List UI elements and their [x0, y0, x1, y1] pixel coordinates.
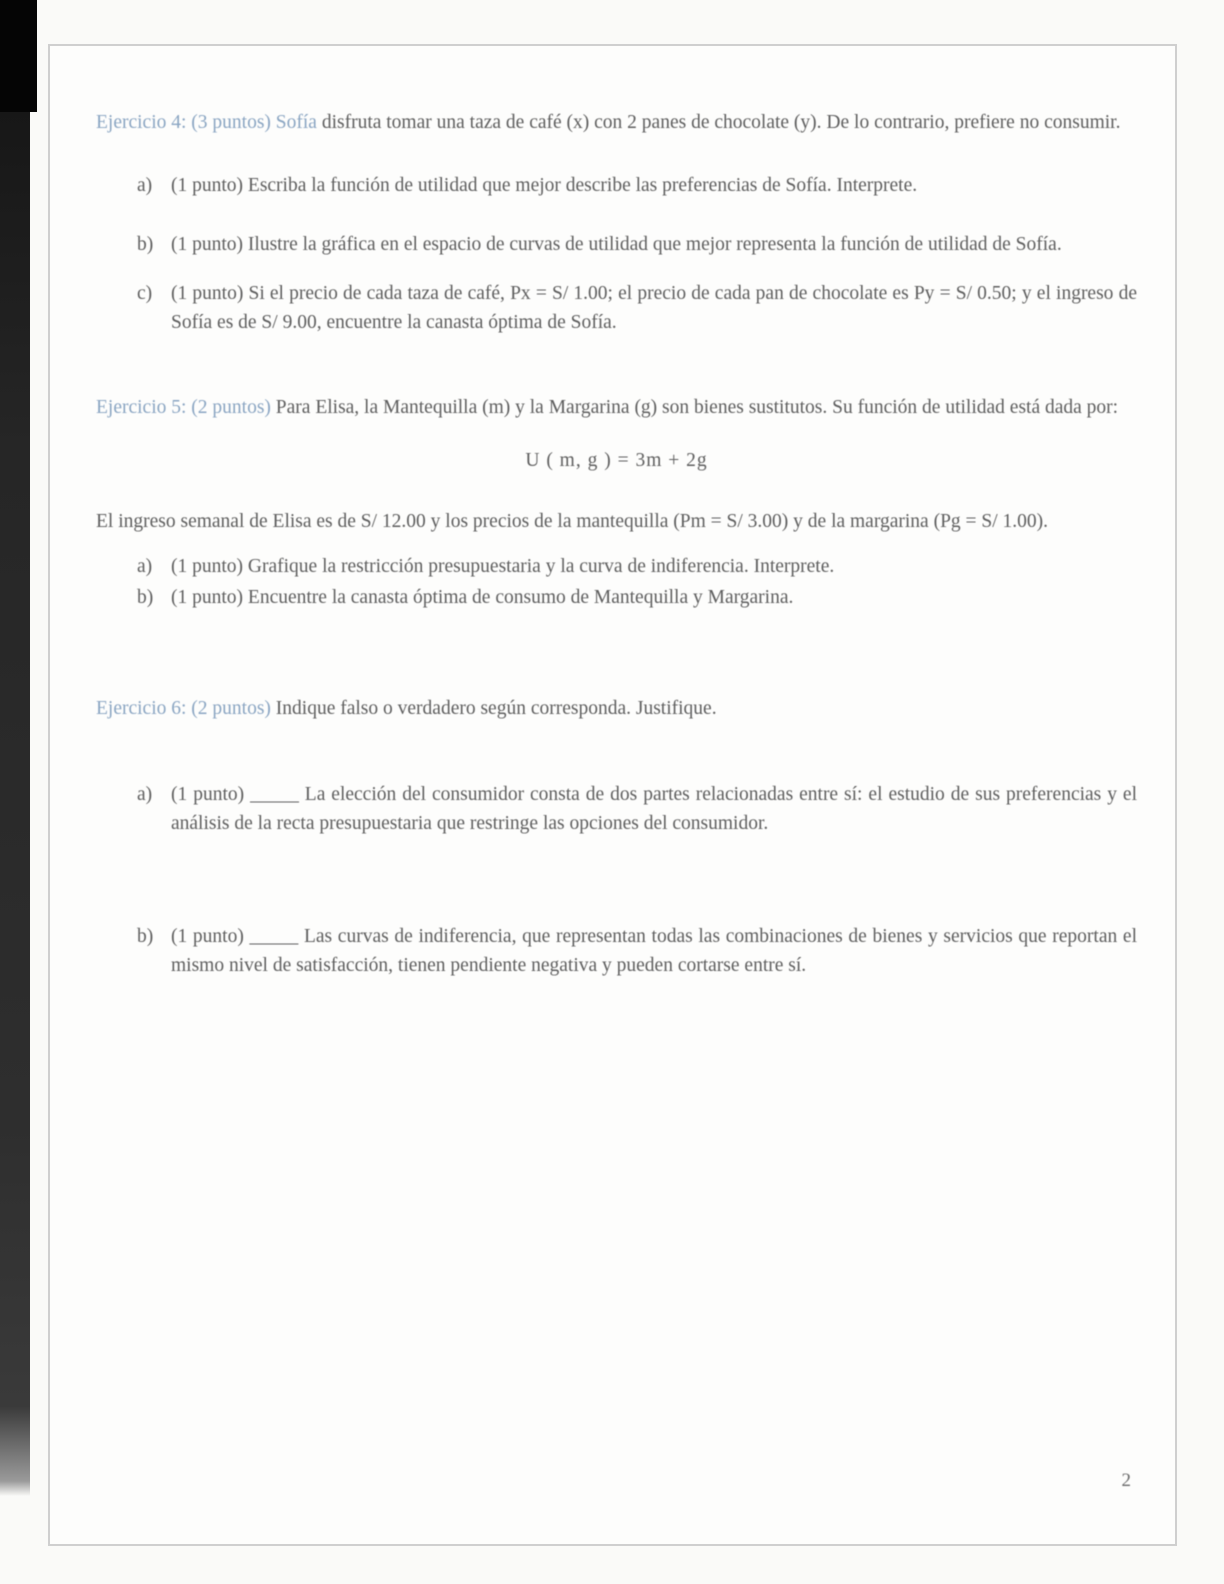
exercise-6-paragraph	[96, 694, 1137, 723]
list-item-text: (1 punto) Ilustre la gráfica en el espacio de curvas de utilidad que mejor representa la función de utilidad de Sofía.	[171, 234, 1062, 255]
page-content	[96, 46, 1137, 980]
list-item-marker: a)	[137, 556, 153, 577]
exercise-5-heading: Ejercicio 5: (2 puntos)	[96, 397, 271, 418]
list-item	[96, 279, 1137, 337]
exercise-4-heading: Ejercicio 4: (3 puntos) Sofía	[96, 112, 317, 133]
list-item-marker: b)	[137, 234, 154, 255]
page-number: 2	[1121, 1470, 1131, 1491]
list-item	[96, 552, 1137, 581]
exercise-5-paragraph	[96, 393, 1137, 422]
list-item	[96, 922, 1137, 980]
exercise-5-income-paragraph: El ingreso semanal de Elisa es de S/ 12.00 y los precios de la mantequilla (Pm = S/ 3.00) y de la margarina (Pg = S/ 1.00).	[96, 511, 1049, 532]
list-item	[96, 583, 1137, 612]
list-item-text: (1 punto) Grafique la restricción presupuestaria y la curva de indiferencia. Interprete.	[171, 556, 835, 577]
exercise-5-intro: Para Elisa, la Mantequilla (m) y la Margarina (g) son bienes sustitutos. Su función de utilidad está dada por:	[275, 397, 1119, 418]
scan-corner-artifact	[0, 0, 37, 112]
document-page	[48, 44, 1177, 1546]
list-item-marker: c)	[137, 283, 153, 304]
list-item-text: (1 punto) _____ La elección del consumidor consta de dos partes relacionadas entre sí: el estudio de sus preferencias y el análisis de la recta presupuestaria que restringe las opciones del consumidor.	[171, 784, 1137, 834]
list-item-marker: b)	[137, 587, 154, 608]
list-item-marker: a)	[137, 784, 153, 805]
list-item	[96, 171, 1137, 200]
list-item-text: (1 punto) Encuentre la canasta óptima de consumo de Mantequilla y Margarina.	[171, 587, 794, 608]
scan-edge-artifact	[0, 0, 30, 1496]
exercise-4-paragraph	[96, 108, 1137, 137]
list-item	[96, 780, 1137, 838]
exercise-6-intro: Indique falso o verdadero según corresponda. Justifique.	[275, 698, 717, 719]
list-item-marker: a)	[137, 175, 153, 196]
list-item-marker: b)	[137, 926, 154, 947]
list-item-text: (1 punto) Si el precio de cada taza de café, Px = S/ 1.00; el precio de cada pan de chocolate es Py = S/ 0.50; y el ingreso de Sofía es de S/ 9.00, encuentre la canasta óptima de Sofía.	[171, 283, 1137, 333]
list-item-text: (1 punto) _____ Las curvas de indiferencia, que representan todas las combinaciones de bienes y servicios que reportan el mismo nivel de satisfacción, tienen pendiente negativa y pueden cortarse entre sí.	[171, 926, 1137, 976]
list-item	[96, 230, 1137, 259]
exercise-4-intro: disfruta tomar una taza de café (x) con 2 panes de chocolate (y). De lo contrario, prefiere no consumir.	[321, 112, 1121, 133]
exercise-6-heading: Ejercicio 6: (2 puntos)	[96, 698, 271, 719]
utility-formula: U ( m, g ) = 3m + 2g	[525, 450, 708, 471]
list-item-text: (1 punto) Escriba la función de utilidad que mejor describe las preferencias de Sofía. Interprete.	[171, 175, 918, 196]
